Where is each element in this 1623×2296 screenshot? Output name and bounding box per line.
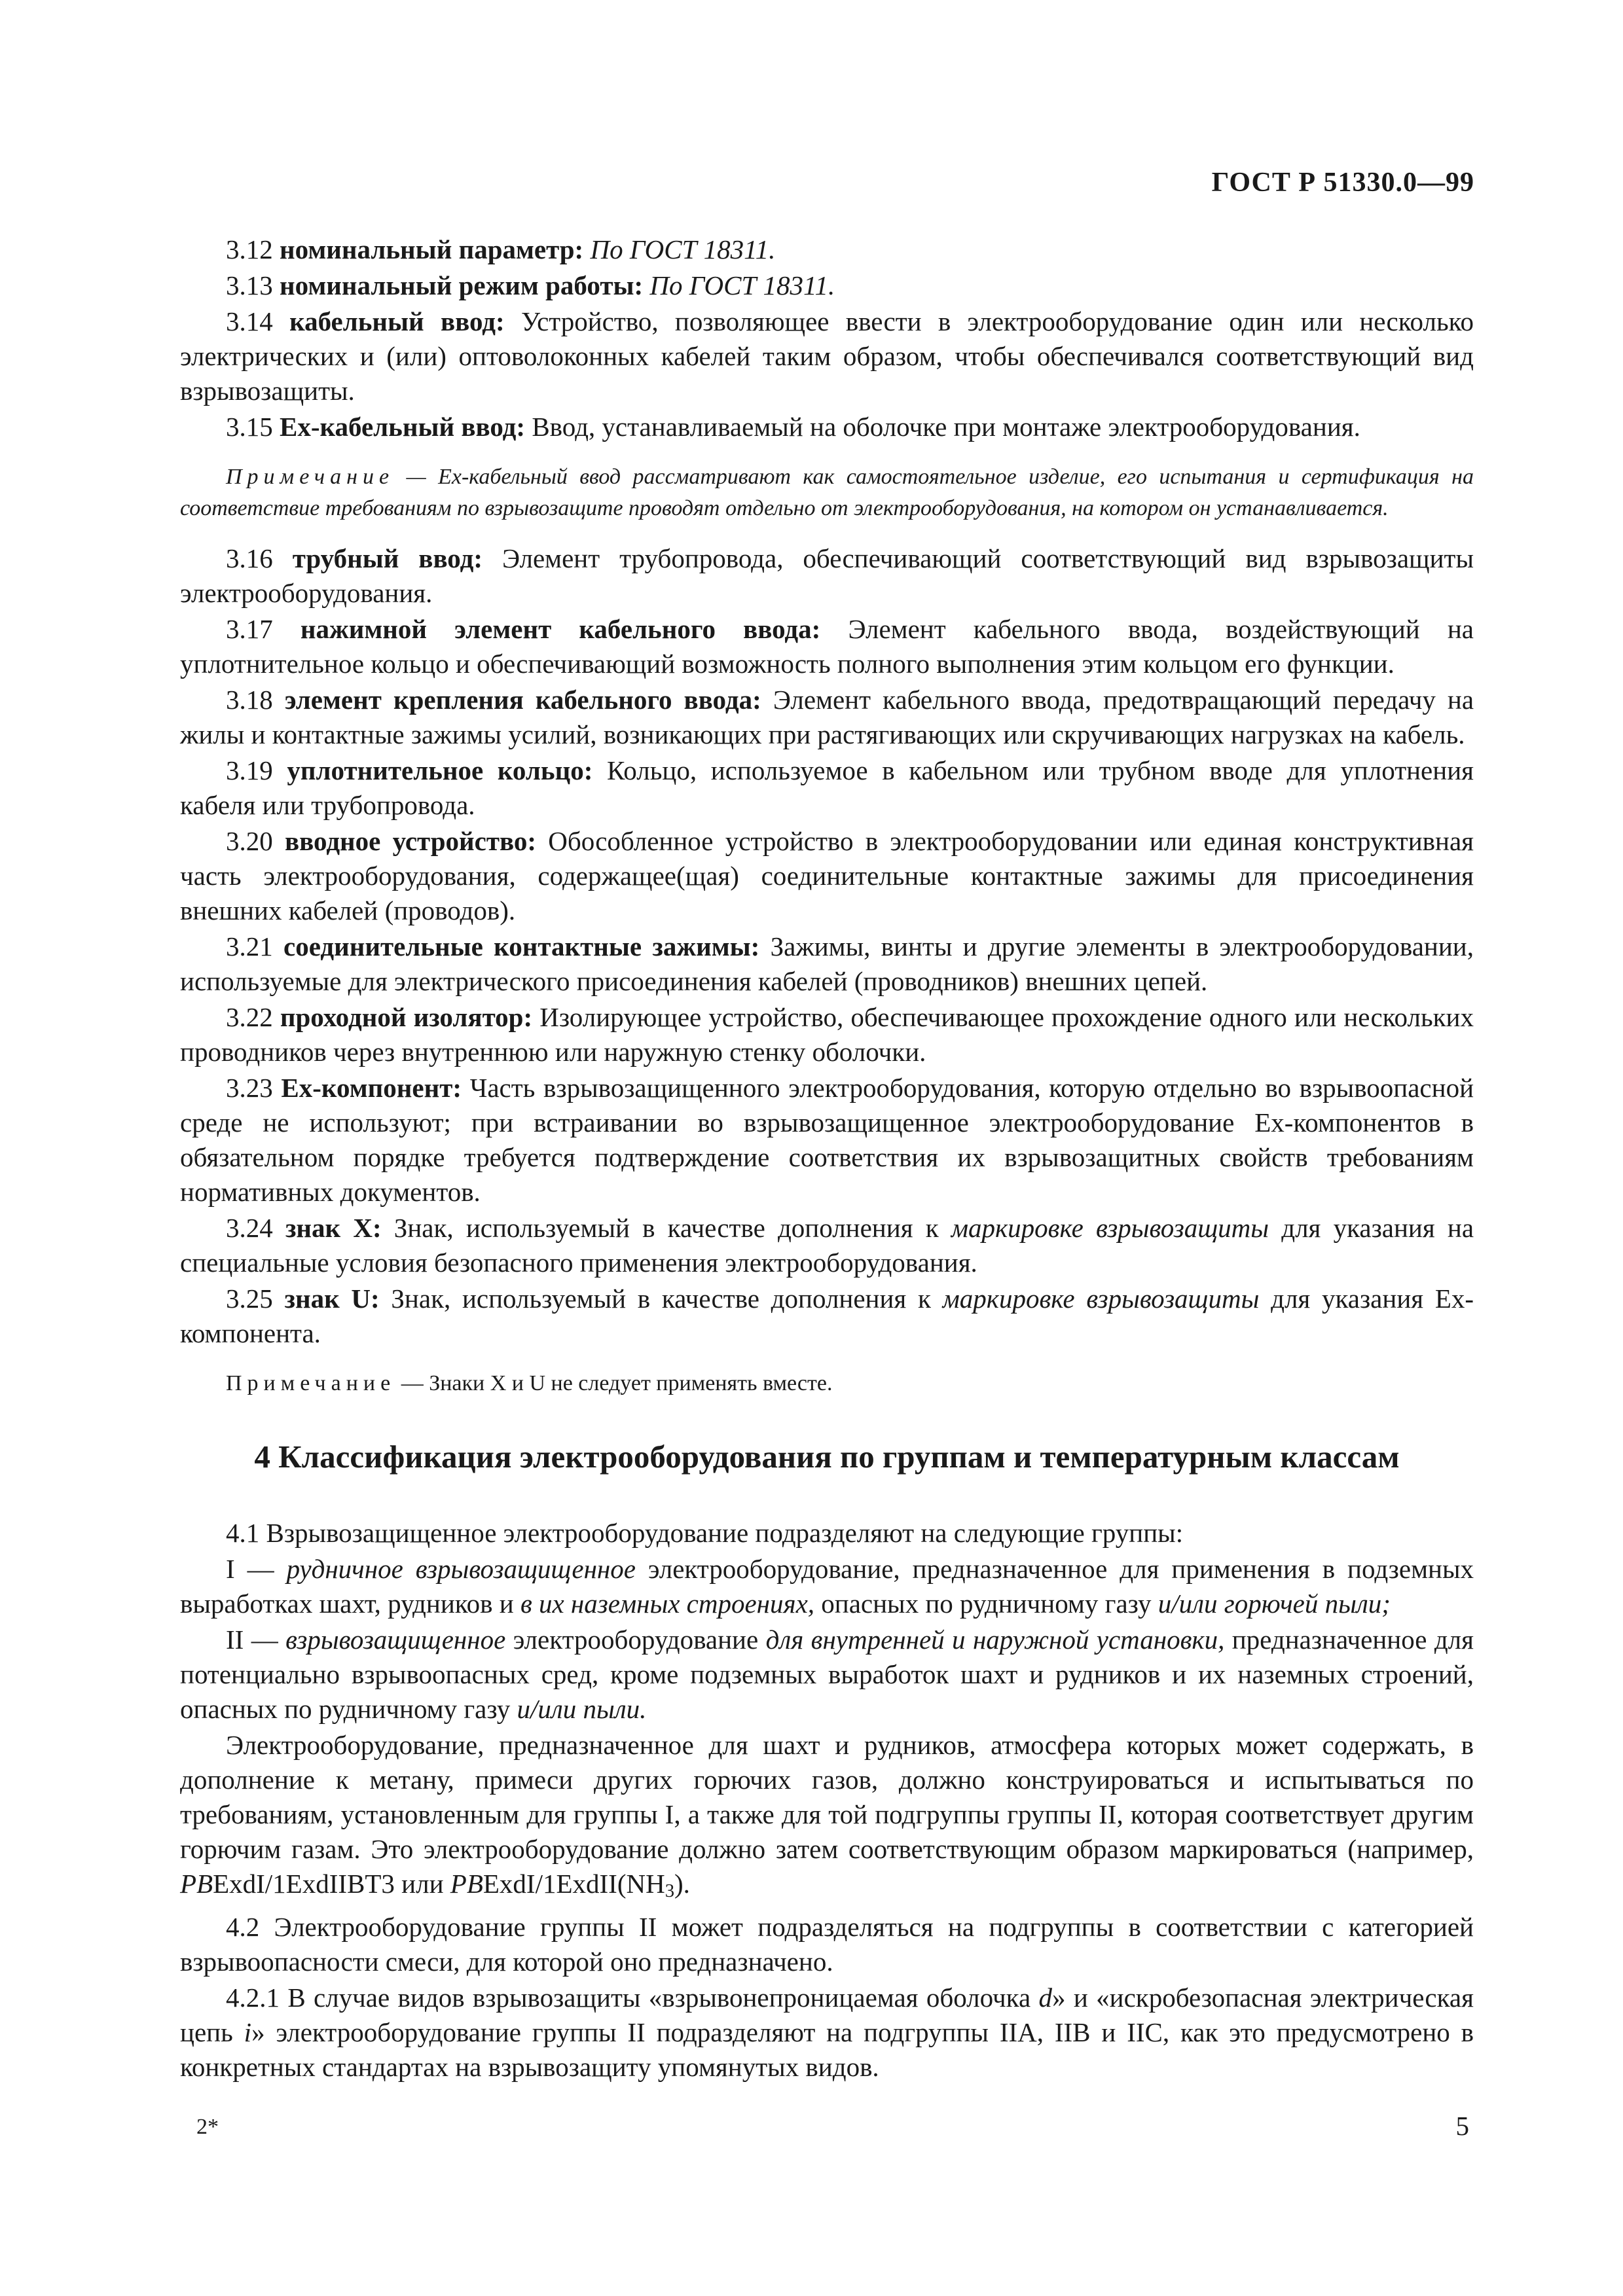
clause-definition: Зажимы, винты и другие элементы в электрооборудовании, используемые для электрического присоединения кабелей (проводников) внешних цепей.	[180, 931, 1474, 996]
mines-paragraph	[180, 1728, 1474, 1909]
clause-term: номинальный режим работы:	[280, 270, 644, 300]
clause-definition: Кольцо, используемое в кабельном или трубном вводе для уплотнения кабеля или трубопровода.	[180, 755, 1474, 820]
clause-3-15	[180, 410, 1474, 444]
note-text: Знаки X и U не следует применять вместе.	[429, 1371, 833, 1395]
subscript: 3	[665, 1880, 675, 1901]
clause-number: 3.17	[226, 614, 273, 644]
clause-definition: Устройство, позволяющее ввести в электрооборудование один или несколько электрических и (или) оптоволоконных кабелей таким образом, чтобы обеспечивался соответствующий вид взрывозащиты.	[180, 306, 1474, 406]
clause-number: 3.20	[226, 826, 273, 856]
clause-4-1: 4.1 Взрывозащищенное электрооборудование подразделяют на следующие группы:	[226, 1518, 1184, 1548]
group-ii-paragraph	[180, 1623, 1474, 1727]
clause-term: элемент крепления кабельного ввода:	[284, 685, 761, 715]
paragraph-text: Электрооборудование, предназначенное для шахт и рудников, атмосфера которых может содержать, в дополнение к метану, примеси других горючих газов, должно конструироваться и испытываться по требованиям, установленным для группы I, а также для той подгруппы группы II, которая соответствует другим горючим газам. Это электрооборудование должно затем соответствующим образом маркироваться (например,	[180, 1730, 1474, 1864]
clause-definition-a: Знак, используемый в качестве дополнения к	[391, 1283, 943, 1314]
clause-definition: Часть взрывозащищенного электрооборудования, которую отдельно во взрывоопасной среде не используют; при встраивании во взрывозащищенное электрооборудование Ех-компонентов в обязательном порядке требуется подтверждение соответствия их взрывозащитных свойств требованиям нормативных документов.	[180, 1073, 1474, 1207]
clause-3-19	[180, 753, 1474, 823]
note-marks	[180, 1368, 1474, 1399]
marking-text-2: ExdI/1ExdII(NH	[483, 1869, 665, 1899]
clause-definition: Ввод, устанавливаемый на оболочке при монтаже электрооборудования.	[532, 412, 1360, 442]
symbol-d: d	[1038, 1982, 1053, 2013]
clause-term: соединительные контактные зажимы:	[283, 931, 760, 961]
clause-number: 3.24	[226, 1213, 273, 1243]
group-text-2: опасных по рудничному газу	[814, 1588, 1158, 1619]
clause-definition: По ГОСТ 18311.	[649, 270, 835, 300]
clause-number: 3.19	[226, 755, 273, 785]
standard-header: ГОСТ Р 51330.0—99	[1211, 168, 1474, 198]
marking-end: ).	[674, 1869, 690, 1899]
clause-definition-italic: маркировке взрывозащиты	[942, 1283, 1260, 1314]
group-text-2: предназначенное для потенциально взрывоопасных сред, кроме подземных выработок шахт и рудников и их наземных строений, опасных по рудничному газу	[180, 1624, 1474, 1724]
clause-definition: Элемент трубопровода, обеспечивающий соответствующий вид взрывозащиты электрооборудования.	[180, 543, 1474, 608]
clause-3-22	[180, 1000, 1474, 1069]
paragraph-text-3: » электрооборудование группы II подразделяют на подгруппы IIA, IIB и IIC, как это предусмотрено в конкретных стандартах на взрывозащиту упомянутых видов.	[180, 2017, 1474, 2082]
clause-number: 3.21	[226, 931, 273, 961]
clause-term: нажимной элемент кабельного ввода:	[300, 614, 821, 644]
clause-term: кабельный ввод:	[289, 306, 505, 336]
marking-text: ExdI/1ExdIIBT3 или	[213, 1869, 450, 1899]
clause-term: Ех-кабельный ввод:	[280, 412, 526, 442]
group-italic-3: и/или горючей пыли;	[1158, 1588, 1391, 1619]
marking-pb: PB	[180, 1869, 213, 1899]
group-label: I —	[226, 1554, 287, 1584]
note-cable-entry	[180, 461, 1474, 524]
clause-3-23	[180, 1071, 1474, 1210]
clause-definition-b: для указания на специальные условия безопасного применения электрооборудования.	[180, 1213, 1474, 1278]
clause-4-2-1	[180, 1981, 1474, 2085]
paragraph-text: 4.2.1 В случае видов взрывозащиты «взрывонепроницаемая оболочка	[226, 1982, 1039, 2013]
page-number: 5	[1455, 2111, 1469, 2141]
note-dash: —	[394, 465, 439, 489]
clause-3-24	[180, 1211, 1474, 1280]
group-italic: рудничное взрывозащищенное	[286, 1554, 636, 1584]
clause-definition: Обособленное устройство в электрооборудовании или единая конструктивная часть электрооборудования, содержащее(щая) соединительные контактные зажимы для присоединения внешних кабелей (проводов).	[180, 826, 1474, 925]
clause-definition: По ГОСТ 18311.	[590, 234, 776, 264]
clause-number: 3.15	[226, 412, 273, 442]
clause-term: знак X:	[285, 1213, 382, 1243]
clause-3-21	[180, 929, 1474, 999]
clause-3-13	[180, 268, 1474, 303]
clause-term: трубный ввод:	[292, 543, 483, 573]
clause-3-14	[180, 304, 1474, 408]
marking-pb-2: PB	[450, 1869, 483, 1899]
section-4-heading: 4 Классификация электрооборудования по группам и температурным классам	[254, 1439, 1400, 1475]
clause-number: 3.14	[226, 306, 273, 336]
group-i-paragraph	[180, 1552, 1474, 1621]
group-italic: взрывозащищенное	[285, 1624, 506, 1655]
clause-definition: Элемент кабельного ввода, воздействующий на уплотнительное кольцо и обеспечивающий возможность полного выполнения этим кольцом его функции.	[180, 614, 1474, 679]
clause-number: 3.22	[226, 1002, 273, 1032]
clause-definition-a: Знак, используемый в качестве дополнения к	[393, 1213, 951, 1243]
note-label: Примечание	[226, 465, 395, 489]
clause-term: Ех-компонент:	[281, 1073, 462, 1103]
clause-number: 3.18	[226, 685, 273, 715]
clause-number: 3.16	[226, 543, 273, 573]
clause-term: знак U:	[284, 1283, 380, 1314]
clause-4-2: 4.2 Электрооборудование группы II может подразделяться на подгруппы в соответствии с категорией взрывоопасности смеси, для которой оно предназначено.	[180, 1912, 1474, 1977]
symbol-i: i	[244, 2017, 252, 2047]
clause-term: проходной изолятор:	[280, 1002, 533, 1032]
clause-3-25	[180, 1282, 1474, 1351]
clause-3-20	[180, 824, 1474, 928]
group-italic-3: и/или пыли.	[517, 1694, 647, 1724]
clause-3-17	[180, 612, 1474, 681]
clause-number: 3.25	[226, 1283, 273, 1314]
clause-term: вводное устройство:	[285, 826, 536, 856]
clause-3-12	[180, 232, 1474, 267]
group-italic-2: для внутренней и наружной установки,	[765, 1624, 1225, 1655]
clause-term: номинальный параметр:	[280, 234, 584, 264]
clause-definition: Элемент кабельного ввода, предотвращающий передачу на жилы и контактные зажимы усилий, возникающих при растягивающих или скручивающих нагрузках на кабель.	[180, 685, 1474, 749]
group-text: электрооборудование, предназначенное для применения в подземных выработках шахт, рудников и	[180, 1554, 1474, 1619]
clause-definition-b: для указания Ех-компонента.	[180, 1283, 1474, 1348]
paragraph-text-2: » и «искробезопасная электрическая цепь	[180, 1982, 1474, 2047]
clause-number: 3.12	[226, 234, 273, 264]
clause-3-18	[180, 683, 1474, 752]
document-body	[180, 232, 1474, 2086]
sheet-signature: 2*	[196, 2115, 219, 2139]
clause-term: уплотнительное кольцо:	[287, 755, 593, 785]
note-text: Ех-кабельный ввод рассматривают как самостоятельное изделие, его испытания и сертификация на соответствие требованиям по взрывозащите проводят отдельно от электрооборудования, на котором он устанавливается.	[180, 465, 1474, 520]
note-dash: —	[395, 1371, 429, 1395]
note-label: Примечание	[226, 1371, 396, 1395]
group-text: электрооборудование	[505, 1624, 766, 1655]
clause-number: 3.23	[226, 1073, 273, 1103]
clause-3-16	[180, 541, 1474, 611]
clause-definition-italic: маркировке взрывозащиты	[951, 1213, 1269, 1243]
group-label: II —	[226, 1624, 286, 1655]
group-italic-2: в их наземных строениях,	[520, 1588, 815, 1619]
clause-definition: Изолирующее устройство, обеспечивающее прохождение одного или нескольких проводников через внутреннюю или наружную стенку оболочки.	[180, 1002, 1474, 1067]
clause-number: 3.13	[226, 270, 273, 300]
